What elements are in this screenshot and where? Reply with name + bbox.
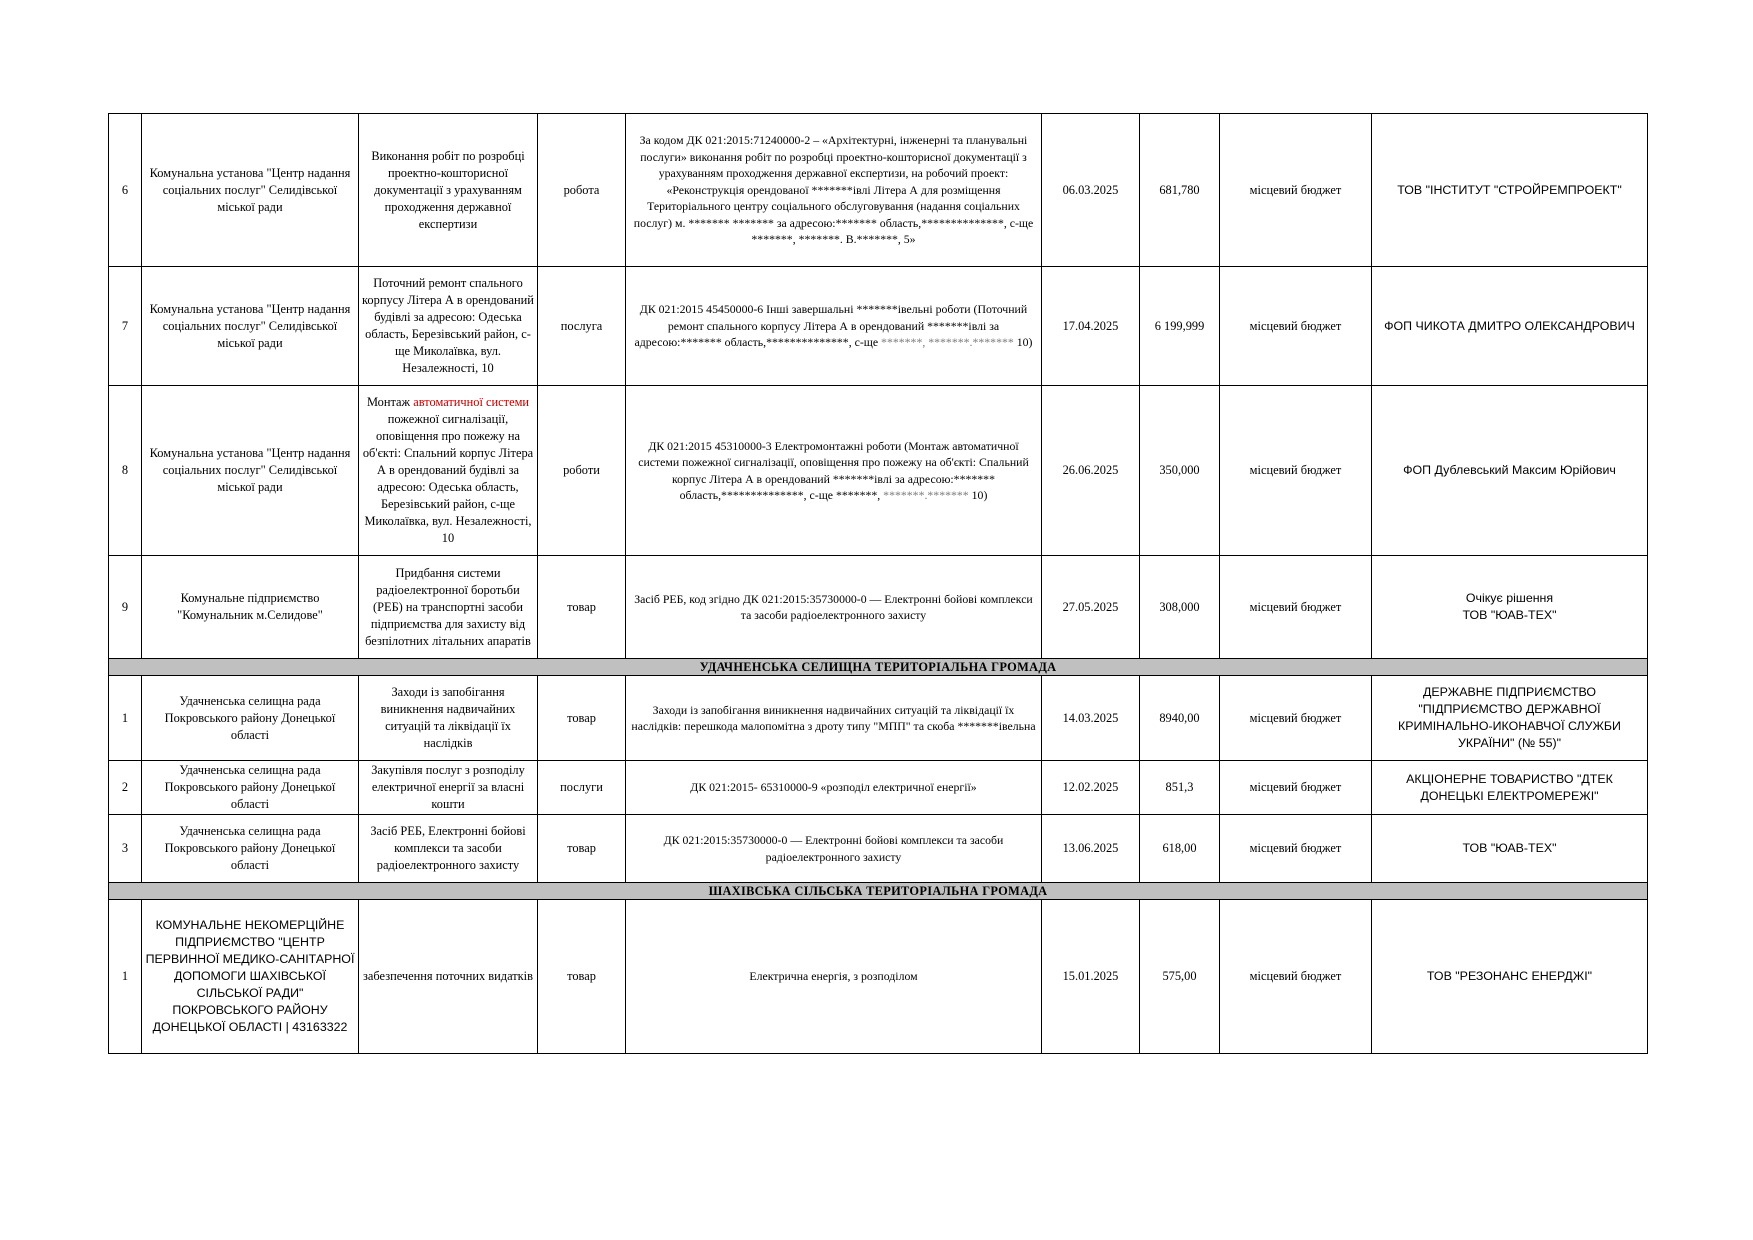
description-masked-text: *******.*******: [883, 488, 969, 502]
amount-cell: 350,000: [1140, 386, 1220, 556]
budget-cell: місцевий бюджет: [1220, 761, 1372, 815]
customer-cell: КОМУНАЛЬНЕ НЕКОМЕРЦІЙНЕ ПІДПРИЄМСТВО "ЦЕНТР ПЕРВИННОЇ МЕДИКО-САНІТАРНОЇ ДОПОМОГИ ШАХІВСЬКОЇ СІЛЬСЬКОЇ РАДИ" ПОКРОВСЬКОГО РАЙОНУ ДОНЕЦЬКОЇ ОБЛАСТІ | 43163322: [142, 900, 359, 1054]
row-number: 2: [109, 761, 142, 815]
type-cell: послуга: [538, 267, 626, 386]
date-cell: 14.03.2025: [1042, 676, 1140, 761]
type-cell: послуги: [538, 761, 626, 815]
date-cell: 17.04.2025: [1042, 267, 1140, 386]
table-row: [109, 386, 1648, 556]
row-number: 9: [109, 556, 142, 659]
type-cell: товар: [538, 676, 626, 761]
amount-cell: 618,00: [1140, 815, 1220, 883]
date-cell: 27.05.2025: [1042, 556, 1140, 659]
description-cell: За кодом ДК 021:2015:71240000-2 – «Архітектурні, інженерні та планувальні послуги» виконання робіт по розробці проектно-кошторисної документації з урахуванням проходження державної експертизи, на робочий проект: «Реконструкція орендованої *******івлі Літера А для розміщення Територіального центру соціального обслуговування (надання соціальних послуг) м. ******* ******* за адресою:******* область,**************, с-ще *******, *******. В.*******, 5»: [626, 114, 1042, 267]
description-cell: ДК 021:2015- 65310000-9 «розподіл електричної енергії»: [626, 761, 1042, 815]
description-cell: ДК 021:2015:35730000-0 — Електронні бойові комплекси та засоби радіоелектронного захисту: [626, 815, 1042, 883]
section-title: ШАХІВСЬКА СІЛЬСЬКА ТЕРИТОРІАЛЬНА ГРОМАДА: [109, 883, 1648, 900]
description-text: ДК 021:2015 45450000-6 Інші завершальні *******івельні роботи (Поточний ремонт спального корпусу Літера А в орендований *******івлі за адресою:******* область,**************, с-ще: [634, 302, 1028, 350]
customer-cell: Комунальна установа "Центр надання соціальних послуг" Селидівської міської ради: [142, 386, 359, 556]
table-row: [109, 900, 1648, 1054]
budget-cell: місцевий бюджет: [1220, 114, 1372, 267]
subject-text-tail: пожежної сигналізації, оповіщення про пожежу на об'єкті: Спальний корпус Літера А в орендований будівлі за адресою: Одеська область, Березівський район, с-ще Миколаївка, вул. Незалежності, 10: [362, 412, 534, 545]
budget-cell: місцевий бюджет: [1220, 676, 1372, 761]
amount-cell: 575,00: [1140, 900, 1220, 1054]
row-number: 7: [109, 267, 142, 386]
budget-cell: місцевий бюджет: [1220, 900, 1372, 1054]
date-cell: 13.06.2025: [1042, 815, 1140, 883]
description-cell: [626, 386, 1042, 556]
contractor-cell: ФОП Дублевський Максим Юрійович: [1372, 386, 1648, 556]
type-cell: робота: [538, 114, 626, 267]
procurement-table: [108, 113, 1648, 1054]
amount-cell: 308,000: [1140, 556, 1220, 659]
contractor-name: ТОВ "ЮАВ-ТЕХ": [1462, 608, 1557, 622]
contractor-cell: ТОВ "ІНСТИТУТ "СТРОЙРЕМПРОЕКТ": [1372, 114, 1648, 267]
type-cell: роботи: [538, 386, 626, 556]
customer-cell: Удачненська селищна рада Покровського району Донецької області: [142, 815, 359, 883]
date-cell: 15.01.2025: [1042, 900, 1140, 1054]
subject-cell: Засіб РЕБ, Електронні бойові комплекси та засоби радіоелектронного захисту: [359, 815, 538, 883]
budget-cell: місцевий бюджет: [1220, 267, 1372, 386]
description-tail: 10): [1013, 335, 1033, 350]
budget-cell: місцевий бюджет: [1220, 815, 1372, 883]
contractor-cell: ДЕРЖАВНЕ ПІДПРИЄМСТВО "ПІДПРИЄМСТВО ДЕРЖАВНОЇ КРИМІНАЛЬНО-ИКОНАВЧОЇ СЛУЖБИ УКРАЇНИ" (№ 55)": [1372, 676, 1648, 761]
contractor-cell: [1372, 556, 1648, 659]
table-row: [109, 815, 1648, 883]
table-row: [109, 676, 1648, 761]
contractor-cell: ТОВ "РЕЗОНАНС ЕНЕРДЖІ": [1372, 900, 1648, 1054]
table-row: [109, 114, 1648, 267]
amount-cell: 8940,00: [1140, 676, 1220, 761]
contractor-cell: ФОП ЧИКОТА ДМИТРО ОЛЕКСАНДРОВИЧ: [1372, 267, 1648, 386]
customer-cell: Комунальне підприємство "Комунальник м.Селидове": [142, 556, 359, 659]
description-text: ДК 021:2015 45310000-3 Електромонтажні роботи (Монтаж автоматичної системи пожежної сигналізації, оповіщення про пожежу на об'єкті: Спальний корпус Літера А в орендований *******івлі за адресою:******* область,**************, с-ще *******,: [638, 438, 1029, 502]
date-cell: 06.03.2025: [1042, 114, 1140, 267]
contractor-cell: АКЦІОНЕРНЕ ТОВАРИСТВО "ДТЕК ДОНЕЦЬКІ ЕЛЕКТРОМЕРЕЖІ": [1372, 761, 1648, 815]
budget-cell: місцевий бюджет: [1220, 556, 1372, 659]
customer-cell: Комунальна установа "Центр надання соціальних послуг" Селидівської міської ради: [142, 114, 359, 267]
description-cell: Електрична енергія, з розподілом: [626, 900, 1042, 1054]
customer-cell: Удачненська селищна рада Покровського району Донецької області: [142, 676, 359, 761]
subject-highlight-text: автоматичної системи: [413, 395, 530, 409]
table-row: [109, 761, 1648, 815]
amount-cell: 851,3: [1140, 761, 1220, 815]
type-cell: товар: [538, 556, 626, 659]
description-cell: [626, 267, 1042, 386]
row-number: 8: [109, 386, 142, 556]
subject-text: Монтаж: [366, 395, 414, 409]
section-title: УДАЧНЕНСЬКА СЕЛИЩНА ТЕРИТОРІАЛЬНА ГРОМАДА: [109, 659, 1648, 676]
section-header-row: [109, 883, 1648, 900]
description-tail: 10): [968, 488, 988, 502]
subject-cell: Виконання робіт по розробці проектно-кошторисної документації з урахуванням проходження державної експертизи: [359, 114, 538, 267]
table-row: [109, 556, 1648, 659]
contractor-status: Очікує рішення: [1465, 591, 1554, 605]
amount-cell: 681,780: [1140, 114, 1220, 267]
date-cell: 26.06.2025: [1042, 386, 1140, 556]
contractor-cell: ТОВ "ЮАВ-ТЕХ": [1372, 815, 1648, 883]
row-number: 6: [109, 114, 142, 267]
amount-cell: 6 199,999: [1140, 267, 1220, 386]
description-cell: Заходи із запобігання виникнення надвичайних ситуацій та ліквідації їх наслідків: перешкода малопомітна з дроту типу "МПП" та скоба *******івельна: [626, 676, 1042, 761]
customer-cell: Комунальна установа "Центр надання соціальних послуг" Селидівської міської ради: [142, 267, 359, 386]
subject-cell: Поточний ремонт спального корпусу Літера А в орендований будівлі за адресою: Одеська область, Березівський район, с-ще Миколаївка, вул. Незалежності, 10: [359, 267, 538, 386]
date-cell: 12.02.2025: [1042, 761, 1140, 815]
row-number: 1: [109, 900, 142, 1054]
subject-cell: [359, 386, 538, 556]
section-header-row: [109, 659, 1648, 676]
row-number: 3: [109, 815, 142, 883]
customer-cell: Удачненська селищна рада Покровського району Донецької області: [142, 761, 359, 815]
subject-cell: забезпечення поточних видатків: [359, 900, 538, 1054]
type-cell: товар: [538, 815, 626, 883]
subject-cell: Заходи із запобігання виникнення надвичайних ситуацій та ліквідації їх наслідків: [359, 676, 538, 761]
budget-cell: місцевий бюджет: [1220, 386, 1372, 556]
description-masked-text: *******, *******.*******: [881, 335, 1014, 350]
description-cell: Засіб РЕБ, код згідно ДК 021:2015:35730000-0 — Електронні бойові комплекси та засоби радіоелектронного захисту: [626, 556, 1042, 659]
row-number: 1: [109, 676, 142, 761]
subject-cell: Придбання системи радіоелектронної боротьби (РЕБ) на транспортні засоби підприємства для захисту від безпілотних літальних апаратів: [359, 556, 538, 659]
type-cell: товар: [538, 900, 626, 1054]
subject-cell: Закупівля послуг з розподілу електричної енергії за власні кошти: [359, 761, 538, 815]
table-row: [109, 267, 1648, 386]
